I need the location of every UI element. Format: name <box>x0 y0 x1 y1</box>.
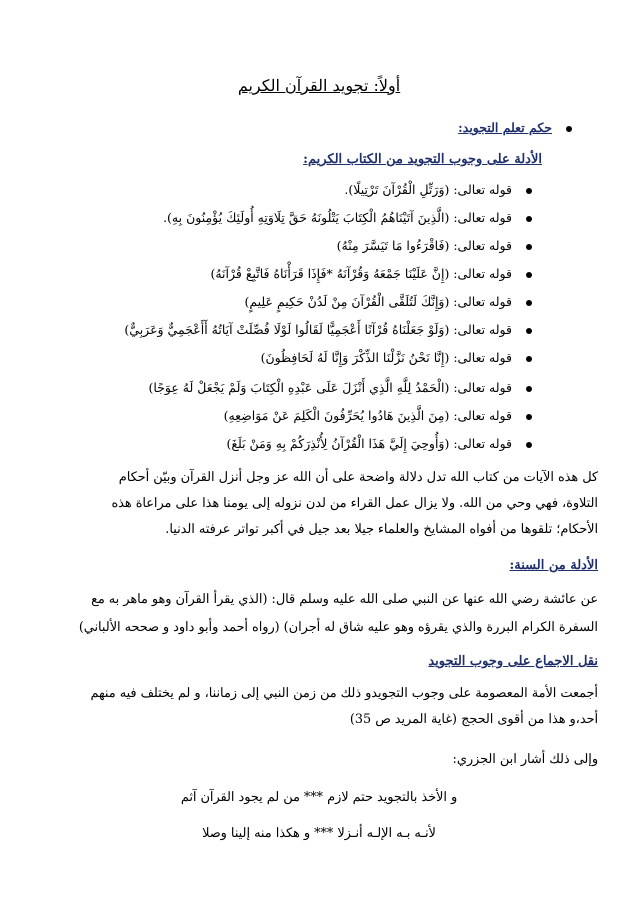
verse-item <box>0 210 532 225</box>
ruling-heading-text: حكم تعلم التجويد: <box>458 120 552 135</box>
verse-item <box>0 322 532 337</box>
verse-item <box>0 350 532 365</box>
verse-item <box>0 294 532 309</box>
bullet-icon <box>526 272 532 278</box>
ijma-heading <box>0 654 598 669</box>
verse-text: قوله تعالى: (فَاقْرَءُوا مَا تَيَسَّرَ مِنْهُ) <box>336 238 512 253</box>
verse-text: قوله تعالى: (وَلَوْ جَعَلْنَاهُ قُرْآنًا أَعْجَمِيًّا لَقَالُوا لَوْلَا فُصِّلَتْ آيَاتُهُ أَأَعْجَمِيٌّ وَعَرَبِيٌّ) <box>124 322 512 337</box>
verse-text: قوله تعالى: (الَّذِينَ آتَيْنَاهُمُ الْكِتَابَ يَتْلُونَهُ حَقَّ تِلَاوَتِهِ أُولَئِكَ يُؤْمِنُونَ بِهِ). <box>163 210 512 225</box>
bullet-icon <box>526 356 532 362</box>
paragraph-line: أجمعت الأمة المعصومة على وجوب التجويدو ذلك من زمن النبي إلى زماننا، و لم يختلف فيه منهم <box>90 686 598 701</box>
paragraph-line: التلاوة، فهي وحي من الله. ولا يزال عمل القراء من لدن نزوله إلى يومنا هذا على مراعاة هذه <box>111 496 598 511</box>
verse-text: قوله تعالى: (وَرَتِّلِ الْقُرْآنَ تَرْتِيلًا). <box>344 182 512 197</box>
verse-item <box>0 182 532 197</box>
paragraph-line: أحد،و هذا من أقوى الحجج (غاية المريد ص 35) <box>349 712 598 727</box>
verse-text: قوله تعالى: (إِنَّا نَحْنُ نَزَّلْنَا الذِّكْرَ وَإِنَّا لَهُ لَحَافِظُونَ) <box>260 350 512 365</box>
quran-heading <box>0 152 542 167</box>
poem-verse: لأنـه بـه الإلـه أنـزلا *** و هكذا منه إلينا وصلا <box>202 826 436 841</box>
paragraph-line: عن عائشة رضي الله عنها عن النبي صلى الله عليه وسلم قال: (الذي يقرأ القرآن وهو ماهر به مع <box>91 592 598 607</box>
bullet-icon <box>526 442 532 448</box>
bullet-icon <box>526 300 532 306</box>
quran-heading-text: الأدلة على وجوب التجويد من الكتاب الكريم: <box>303 152 542 167</box>
bullet-icon <box>566 126 572 132</box>
page-title <box>0 76 638 95</box>
bullet-icon <box>526 414 532 420</box>
bullet-icon <box>526 244 532 250</box>
bullet-icon <box>526 386 532 392</box>
verse-text: قوله تعالى: (وَأُوحِيَ إِلَيَّ هَذَا الْقُرْآنُ لِأُنْذِرَكُمْ بِهِ وَمَنْ بَلَغَ) <box>226 436 512 451</box>
verse-text: قوله تعالى: (إِنَّ عَلَيْنَا جَمْعَهُ وَقُرْآنَهُ *فَإِذَا قَرَأْنَاهُ فَاتَّبِعْ قُرْآنَهُ) <box>210 266 512 281</box>
bullet-icon <box>526 216 532 222</box>
sunnah-heading-text: الأدلة من السنة: <box>509 558 598 573</box>
verse-text: قوله تعالى: (وَإِنَّكَ لَتُلَقَّى الْقُرْآنَ مِنْ لَدُنْ حَكِيمٍ عَلِيمٍ) <box>244 294 512 309</box>
paragraph-line: الأحكام؛ تلقوها من أفواه المشايخ والعلماء جيلا بعد جيل في أكبر تواتر عرفته الدنيا. <box>165 522 598 537</box>
ijma-heading-text: نقل الاجماع على وجوب التجويد <box>428 654 598 669</box>
verse-item <box>0 380 532 395</box>
verse-item <box>0 266 532 281</box>
paragraph-line: السفرة الكرام البررة والذي يقرؤه وهو عليه شاق له أجران) (رواه أحمد وأبو داود و صححه الألباني) <box>78 620 598 635</box>
verse-item <box>0 436 532 451</box>
poem-intro: وإلى ذلك أشار ابن الجزري: <box>452 752 598 767</box>
title-text: أولاً: تجويد القرآن الكريم <box>237 76 401 95</box>
bullet-icon <box>526 188 532 194</box>
paragraph-line: كل هذه الآيات من كتاب الله تدل دلالة واضحة على أن الله عز وجل أنزل القرآن وبيّن أحكام <box>118 470 598 485</box>
verse-item <box>0 238 532 253</box>
verse-text: قوله تعالى: (الْحَمْدُ لِلَّهِ الَّذِي أَنْزَلَ عَلَى عَبْدِهِ الْكِتَابَ وَلَمْ يَجْعَلْ لَهُ عِوَجًا) <box>148 380 512 395</box>
sunnah-heading <box>0 558 598 573</box>
ruling-heading <box>0 120 572 135</box>
poem-verse: و الأخذ بالتجويد حتم لازم *** من لم يجود القرآن آثم <box>180 790 458 805</box>
verse-item <box>0 408 532 423</box>
bullet-icon <box>526 328 532 334</box>
verse-text: قوله تعالى: (مِنَ الَّذِينَ هَادُوا يُحَرِّفُونَ الْكَلِمَ عَنْ مَوَاضِعِهِ) <box>223 408 512 423</box>
